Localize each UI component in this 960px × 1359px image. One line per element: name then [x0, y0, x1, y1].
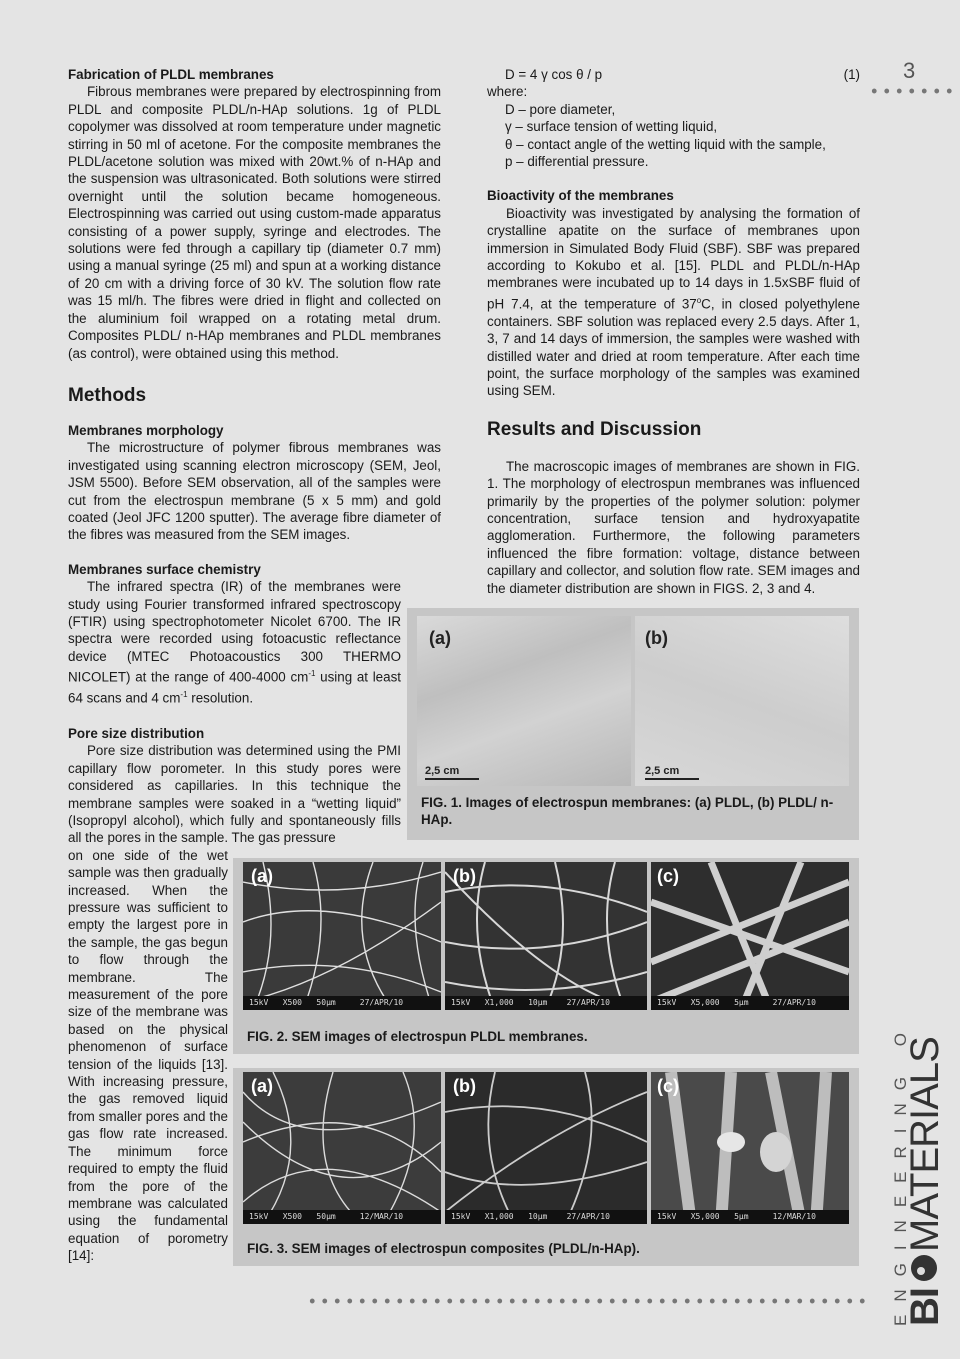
- fig3-sem-c: [651, 1072, 849, 1224]
- section-heading-surface-chemistry: Membranes surface chemistry: [68, 561, 261, 577]
- fig3-label-c: (c): [657, 1076, 679, 1096]
- fig2-sem-a: [243, 862, 441, 1010]
- definition-item: D – pore diameter,: [505, 101, 616, 117]
- figure-3: [233, 1068, 859, 1266]
- fig2-label-a: (a): [251, 866, 273, 886]
- fig1-caption: FIG. 1. Images of electrospun membranes: (a) PLDL, (b) PLDL/ n-HAp.: [421, 795, 834, 827]
- equation-formula: D = 4 γ cos θ / p: [505, 67, 603, 82]
- fig2-fibres-c: [651, 862, 849, 1010]
- fig2-label-b: (b): [453, 866, 476, 886]
- fig3-label-b: (b): [453, 1076, 476, 1096]
- fig1-photo-b: [635, 616, 849, 786]
- fig2-info-a: 15kV X500 50μm 27/APR/10: [243, 996, 441, 1010]
- section-heading-methods: Methods: [68, 384, 147, 406]
- equation-number: (1): [843, 67, 860, 82]
- svg-text:BI: BI: [903, 1288, 947, 1326]
- section-heading-bioactivity: Bioactivity of the membranes: [487, 188, 674, 204]
- fig2-sem-b: [445, 862, 647, 1010]
- equation: [487, 66, 860, 83]
- fig3-sem-b: [445, 1072, 647, 1224]
- fig1-scale-b: 2,5 cm: [645, 765, 699, 780]
- fig2-label-c: (c): [657, 866, 679, 886]
- fig1-label-a: (a): [429, 628, 451, 648]
- definition-item: p – differential pressure.: [505, 154, 649, 170]
- fig2-info-b: 15kV X1,000 10μm 27/APR/10: [445, 996, 647, 1010]
- figure-2: [233, 858, 859, 1054]
- definition-item: θ – contact angle of the wetting liquid with the sample,: [505, 136, 826, 152]
- page-number: 3: [903, 58, 916, 83]
- fig3-info-b: 15kV X1,000 10μm 27/APR/10: [445, 1210, 647, 1224]
- decorative-dots-bottom: [306, 1298, 866, 1304]
- journal-logo: [880, 1030, 950, 1330]
- paragraph-bioactivity: Bioactivity was investigated by analysing the formation of crystalline apatite on the surface of membranes upon immersion in Simulated Body Fluid (SBF). SBF was prepared according to Kokubo et al. [15]. PLDL and PLDL/n-HAp membranes were incubated up to 14 days in 1.5xSBF fluid of pH 7.4, at the temperature of 37$^o$C, in closed polyethylene containers. SBF solution was replaced every 2.5 days. After 1, 3, 7 and 14 days of immersion, the samples were washed with distilled water and dried at room temperature. After each time point, the surface morphology of the samples was examined using SEM.: [487, 205, 860, 399]
- fig3-label-a: (a): [251, 1076, 273, 1096]
- definition-item: γ – surface tension of wetting liquid,: [505, 119, 718, 135]
- fig3-info-a: 15kV X500 50μm 12/MAR/10: [243, 1210, 441, 1224]
- section-heading-pore-size: Pore size distribution: [68, 725, 205, 741]
- paragraph-surface-chemistry: The infrared spectra (IR) of the membranes were study using Fourier transformed infrared spectroscopy (FTIR) using spectrophotometer Nicolet 6700. The IR spectra were recorded using fotoacustic reflectance device (MTEC Photoacoustics 300 THERMO NICOLET) at the range of 400-4000 $cm^{-1}$ using at least 64 scans and 4 $cm^{-1}$ resolution.: [68, 579, 401, 706]
- paragraph-pore-size-continued: on one side of the wet sample was then gradually increased. When the pressure was sufficient to empty the largest pore in the sample, the gas begun to flow through the membrane. The measurement of the pore size of the membrane was based on the physical phenomenon of surface tension of the liquids [13]. With increasing pressure, the gas removed liquid from smaller pores and the gas flow rate increased. The minimum force required to empty the fluid from the pore of the membrane was calculated using the fundamental equation of porometry [14]:: [68, 847, 228, 1264]
- fig3-sem-a: [243, 1072, 441, 1224]
- figure-1: [407, 608, 859, 840]
- fig3-caption: FIG. 3. SEM images of electrospun composites (PLDL/n-HAp).: [247, 1241, 640, 1256]
- paragraph-results: The macroscopic images of membranes are shown in FIG. 1. The morphology of electrospun membranes was influenced primarily by the properties of the polymer solution: polymer concentration, surface tension and hydroxyapatite agglomeration. Furthermore, the following parameters influenced the fibre formation: voltage, distance between capillary and collector, and solution flow rate. SEM images and the diameter distribution are shown in FIGS. 2, 3 and 4.: [487, 458, 860, 596]
- fig1-label-b: (b): [645, 628, 668, 648]
- svg-text:ENGINEERING OF: ENGINEERING OF: [891, 1030, 910, 1326]
- svg-text:MATERIALS: MATERIALS: [903, 1037, 947, 1252]
- fig1-scale-a: 2,5 cm: [425, 765, 479, 780]
- fig3-info-c: 15kV X5,000 5μm 12/MAR/10: [651, 1210, 849, 1224]
- paragraph-morphology: The microstructure of polymer fibrous membranes was investigated using scanning electron microscopy (SEM, Jeol, JSM 5500). Before SEM observation, all of the samples were cut from the electrospun membrane (5 x 5 mm) and gold coated (Jeol JFC 1200 sputter). The average fibre diameter of the fibres was measured from the SEM images.: [68, 440, 441, 543]
- fig2-sem-c: [651, 862, 849, 1010]
- equation-where: where:: [487, 84, 528, 100]
- fig1-photo-a: [417, 616, 631, 786]
- section-heading-morphology: Membranes morphology: [68, 422, 224, 438]
- paragraph-pore-size: Pore size distribution was determined using the PMI capillary flow porometer. In this study pores were considered as capillaries. In this technique the membrane samples were soaked in a “wetting liquid” (Isopropyl alcohol), which fully and spontaneously fills all the pores in the sample. The gas pressure: [68, 743, 401, 846]
- section-heading-fabrication: Fabrication of PLDL membranes: [68, 67, 274, 82]
- fig3-fibres-c: [651, 1072, 849, 1224]
- fig2-caption: FIG. 2. SEM images of electrospun PLDL membranes.: [247, 1029, 588, 1044]
- section-heading-results: Results and Discussion: [487, 418, 702, 440]
- decorative-dots-top: [868, 88, 956, 94]
- right-column: [487, 66, 860, 597]
- paragraph-fabrication: Fibrous membranes were prepared by electrospinning from PLDL and composite PLDL/n-HAp solutions. 1g of PLDL copolymer was dissolved at room temperature under magnetic stirring in 50 ml of acetone. For the composite membranes the PLDL/acetone solution was mixed with 20wt.% of n-HAp and the suspension was ultrasonicated. Both solutions were stirred overnight until the solution became homogeneous. Electrospinning was carried out using custom-made apparatus consisting of a power supply, syringe and electrodes. The solutions were fed through a capillary tip (diameter 0.7 mm) using a manual syringe (25 ml) and spun at a working distance of 20 cm with a driving force of 30 kV. The solution flow rate was 15 ml/h. The fibres were dried in flight and collected on the aluminium foil wrapped on a rotating metal drum. Composites PLDL/ n-HAp membranes and PLDL membranes (as control), were obtained using this method.: [68, 84, 441, 361]
- journal-logo-graphic: [880, 1030, 950, 1330]
- fig2-info-c: 15kV X5,000 5μm 27/APR/10: [651, 996, 849, 1010]
